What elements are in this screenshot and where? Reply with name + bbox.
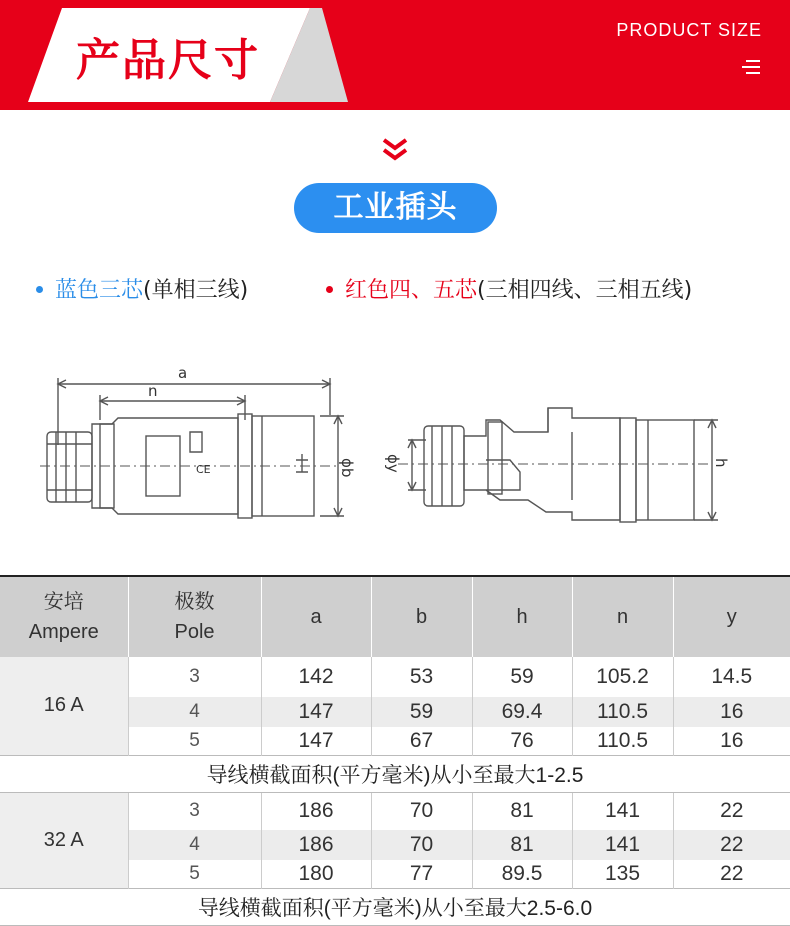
value-n: 135 xyxy=(572,860,673,888)
header-banner xyxy=(0,0,790,110)
value-h: 76 xyxy=(472,727,572,755)
value-n: 110.5 xyxy=(572,697,673,727)
value-y: 22 xyxy=(673,792,790,830)
value-y: 22 xyxy=(673,830,790,860)
pole-cell: 3 xyxy=(128,657,261,697)
value-h: 81 xyxy=(472,830,572,860)
dimension-table xyxy=(0,575,790,926)
header-ampere-en: Ampere xyxy=(28,621,99,643)
wire-section-note: 导线横截面积(平方毫米)从小至最大1-2.5 xyxy=(0,755,790,792)
header-pole-en: Pole xyxy=(174,621,215,643)
header-y: y xyxy=(673,576,790,657)
value-h: 69.4 xyxy=(472,697,572,727)
pole-cell: 5 xyxy=(128,860,261,888)
value-a: 186 xyxy=(261,830,371,860)
dim-label-y: ϕy xyxy=(384,454,402,473)
wire-section-note: 导线横截面积(平方毫米)从小至最大2.5-6.0 xyxy=(0,888,790,925)
header-ampere-cn: 安培 xyxy=(43,591,84,613)
legend-red-sub: (三相四线、三相五线) xyxy=(477,278,693,303)
dim-label-h: h xyxy=(712,458,730,468)
table-note-row xyxy=(0,755,790,792)
pole-cell: 5 xyxy=(128,727,261,755)
dim-label-n: n xyxy=(148,382,158,400)
value-y: 16 xyxy=(673,727,790,755)
blue-dot-icon xyxy=(36,286,43,293)
value-n: 141 xyxy=(572,830,673,860)
dim-label-a: a xyxy=(178,364,188,382)
legend-blue xyxy=(36,276,248,306)
value-n: 141 xyxy=(572,792,673,830)
header-h: h xyxy=(472,576,572,657)
pole-cell: 3 xyxy=(128,792,261,830)
value-b: 77 xyxy=(371,860,472,888)
value-h: 81 xyxy=(472,792,572,830)
legend-blue-sub: (单相三线) xyxy=(143,278,249,303)
value-b: 70 xyxy=(371,830,472,860)
value-y: 16 xyxy=(673,697,790,727)
legend-red-main: 红色四、五芯 xyxy=(345,278,478,303)
red-dot-icon xyxy=(326,286,333,293)
legend-red xyxy=(326,276,692,306)
value-b: 67 xyxy=(371,727,472,755)
value-b: 70 xyxy=(371,792,472,830)
header-pole xyxy=(128,576,261,657)
page-title: 产品尺寸 xyxy=(76,35,260,86)
plug-dimension-drawing xyxy=(0,340,790,570)
value-a: 186 xyxy=(261,792,371,830)
value-a: 180 xyxy=(261,860,371,888)
table-note-row xyxy=(0,888,790,925)
value-a: 147 xyxy=(261,727,371,755)
value-y: 22 xyxy=(673,860,790,888)
table-header-row xyxy=(0,576,790,657)
value-h: 59 xyxy=(472,657,572,697)
value-a: 142 xyxy=(261,657,371,697)
ampere-cell: 32 A xyxy=(0,792,128,888)
header-a: a xyxy=(261,576,371,657)
legend-blue-main: 蓝色三芯 xyxy=(55,278,144,303)
value-b: 53 xyxy=(371,657,472,697)
value-n: 105.2 xyxy=(572,657,673,697)
pole-cell: 4 xyxy=(128,830,261,860)
ampere-cell: 16 A xyxy=(0,657,128,755)
header-ampere xyxy=(0,576,128,657)
menu-icon[interactable] xyxy=(740,58,764,76)
page-subtitle-en: PRODUCT SIZE xyxy=(616,20,762,40)
table-row xyxy=(0,792,790,830)
value-a: 147 xyxy=(261,697,371,727)
dim-label-b: ϕb xyxy=(338,458,356,478)
header-n: n xyxy=(572,576,673,657)
table-row xyxy=(0,657,790,697)
value-n: 110.5 xyxy=(572,727,673,755)
ce-mark: CE xyxy=(196,463,211,476)
value-b: 59 xyxy=(371,697,472,727)
value-y: 14.5 xyxy=(673,657,790,697)
section-pill-industrial-plug: 工业插头 xyxy=(294,183,497,233)
header-b: b xyxy=(371,576,472,657)
value-h: 89.5 xyxy=(472,860,572,888)
double-chevron-down-icon xyxy=(380,137,410,163)
pole-cell: 4 xyxy=(128,697,261,727)
header-pole-cn: 极数 xyxy=(174,591,215,613)
